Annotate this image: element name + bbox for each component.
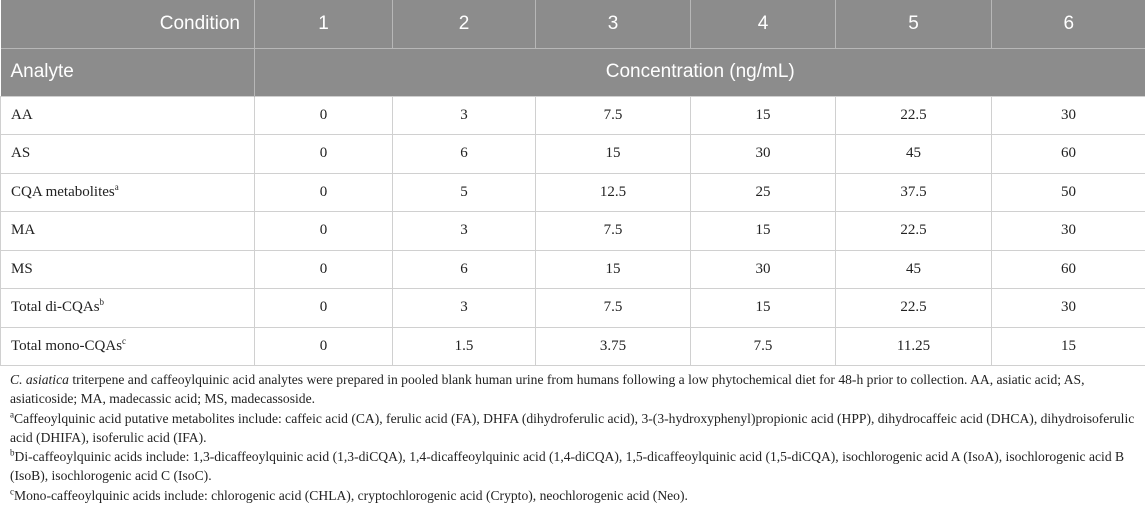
value-cell: 22.5 (836, 289, 992, 328)
analyte-label: AS (11, 145, 31, 162)
footnote-c-mark: c (10, 486, 14, 497)
footnote-main (10, 370, 1135, 409)
value-cell: 0 (255, 289, 393, 328)
value-cell: 30 (992, 212, 1145, 251)
analyte-label: Total di-CQAs (11, 299, 100, 316)
header-row-condition (1, 0, 1145, 48)
table-row (1, 173, 1145, 212)
footnote-a-text: Caffeoylquinic acid putative metabolites include: caffeic acid (CA), ferulic acid (FA), DHFA (dihydroferulic acid), 3-(3-hydroxyphenyl)propionic acid (HPP), dihydrocaffeic acid (DHCA), dihydroisoferulic acid (DHIFA), isoferulic acid (IFA). (10, 410, 1135, 445)
table-row (1, 135, 1145, 174)
value-cell: 30 (992, 96, 1145, 135)
value-cell: 0 (255, 250, 393, 289)
footnote-marker: c (122, 335, 127, 346)
condition-header-cell: 2 (393, 0, 536, 48)
value-cell: 12.5 (536, 173, 691, 212)
value-cell: 0 (255, 96, 393, 135)
footnote-marker: b (99, 297, 105, 308)
value-cell: 22.5 (836, 212, 992, 251)
table-footnotes (10, 370, 1135, 505)
value-cell: 22.5 (836, 96, 992, 135)
analyte-cell (1, 250, 255, 289)
analyte-cell (1, 289, 255, 328)
table-row (1, 327, 1145, 366)
condition-header-cell: 6 (992, 0, 1145, 48)
value-cell: 15 (691, 212, 836, 251)
value-cell: 45 (836, 250, 992, 289)
footnote-b-mark: b (10, 447, 15, 458)
footnote-b-text: Di-caffeoylquinic acids include: 1,3-dicaffeoylquinic acid (1,3-diCQA), 1,4-dicaffeoylquinic acid (1,4-diCQA), 1,5-dicaffeoylquinic acid (1,5-diCQA), isochlorogenic acid A (IsoA), isochlorogenic acid B (IsoB), isochlorogenic acid C (IsoC). (10, 449, 1125, 484)
analyte-label: CQA metabolites (11, 183, 115, 200)
value-cell: 15 (691, 96, 836, 135)
analyte-cell (1, 135, 255, 174)
analyte-cell (1, 212, 255, 251)
footnote-c (10, 486, 1135, 505)
footnote-main-italic: C. asiatica (10, 372, 69, 387)
value-cell: 0 (255, 135, 393, 174)
footnote-b (10, 447, 1135, 486)
analyte-label: Total mono-CQAs (11, 337, 123, 354)
value-cell: 3 (393, 289, 536, 328)
value-cell: 7.5 (536, 96, 691, 135)
units-header: Concentration (ng/mL) (255, 48, 1145, 96)
value-cell: 7.5 (536, 289, 691, 328)
value-cell: 11.25 (836, 327, 992, 366)
value-cell: 15 (992, 327, 1145, 366)
analyte-header: Analyte (10, 61, 74, 82)
analyte-label: MA (11, 222, 36, 239)
value-cell: 0 (255, 173, 393, 212)
analyte-label: AA (11, 106, 33, 123)
value-cell: 3.75 (536, 327, 691, 366)
table-row (1, 212, 1145, 251)
table-body (1, 96, 1145, 366)
header-row-analyte (1, 48, 1145, 96)
value-cell: 50 (992, 173, 1145, 212)
value-cell: 0 (255, 327, 393, 366)
condition-header-cell: 3 (536, 0, 691, 48)
value-cell: 3 (393, 212, 536, 251)
value-cell: 5 (393, 173, 536, 212)
value-cell: 6 (393, 250, 536, 289)
table-row (1, 289, 1145, 328)
value-cell: 6 (393, 135, 536, 174)
footnote-a-mark: a (10, 409, 14, 420)
analyte-label: MS (11, 260, 33, 277)
value-cell: 37.5 (836, 173, 992, 212)
value-cell: 15 (536, 135, 691, 174)
value-cell: 15 (691, 289, 836, 328)
analyte-cell (1, 327, 255, 366)
table-row (1, 96, 1145, 135)
value-cell: 7.5 (536, 212, 691, 251)
value-cell: 60 (992, 135, 1145, 174)
analyte-cell (1, 173, 255, 212)
value-cell: 25 (691, 173, 836, 212)
table-row (1, 250, 1145, 289)
value-cell: 30 (992, 289, 1145, 328)
footnote-marker: a (114, 181, 119, 192)
value-cell: 60 (992, 250, 1145, 289)
footnote-a (10, 409, 1135, 448)
value-cell: 7.5 (691, 327, 836, 366)
footnote-main-text: triterpene and caffeoylquinic acid analytes were prepared in pooled blank human urine from humans following a low phytochemical diet for 48-h prior to collection. AA, asiatic acid; AS, asiaticoside; MA, madecassic acid; MS, madecassoside. (10, 372, 1085, 407)
value-cell: 0 (255, 212, 393, 251)
value-cell: 3 (393, 96, 536, 135)
value-cell: 45 (836, 135, 992, 174)
value-cell: 30 (691, 250, 836, 289)
condition-header-cell: 5 (836, 0, 992, 48)
condition-header-cell: 1 (255, 0, 393, 48)
footnote-c-text: Mono-caffeoylquinic acids include: chlorogenic acid (CHLA), cryptochlorogenic acid (Crypto), neochlorogenic acid (Neo). (14, 487, 688, 503)
condition-header: Condition (1, 0, 255, 48)
condition-header-cell: 4 (691, 0, 836, 48)
value-cell: 15 (536, 250, 691, 289)
analyte-cell (1, 96, 255, 135)
value-cell: 30 (691, 135, 836, 174)
value-cell: 1.5 (393, 327, 536, 366)
